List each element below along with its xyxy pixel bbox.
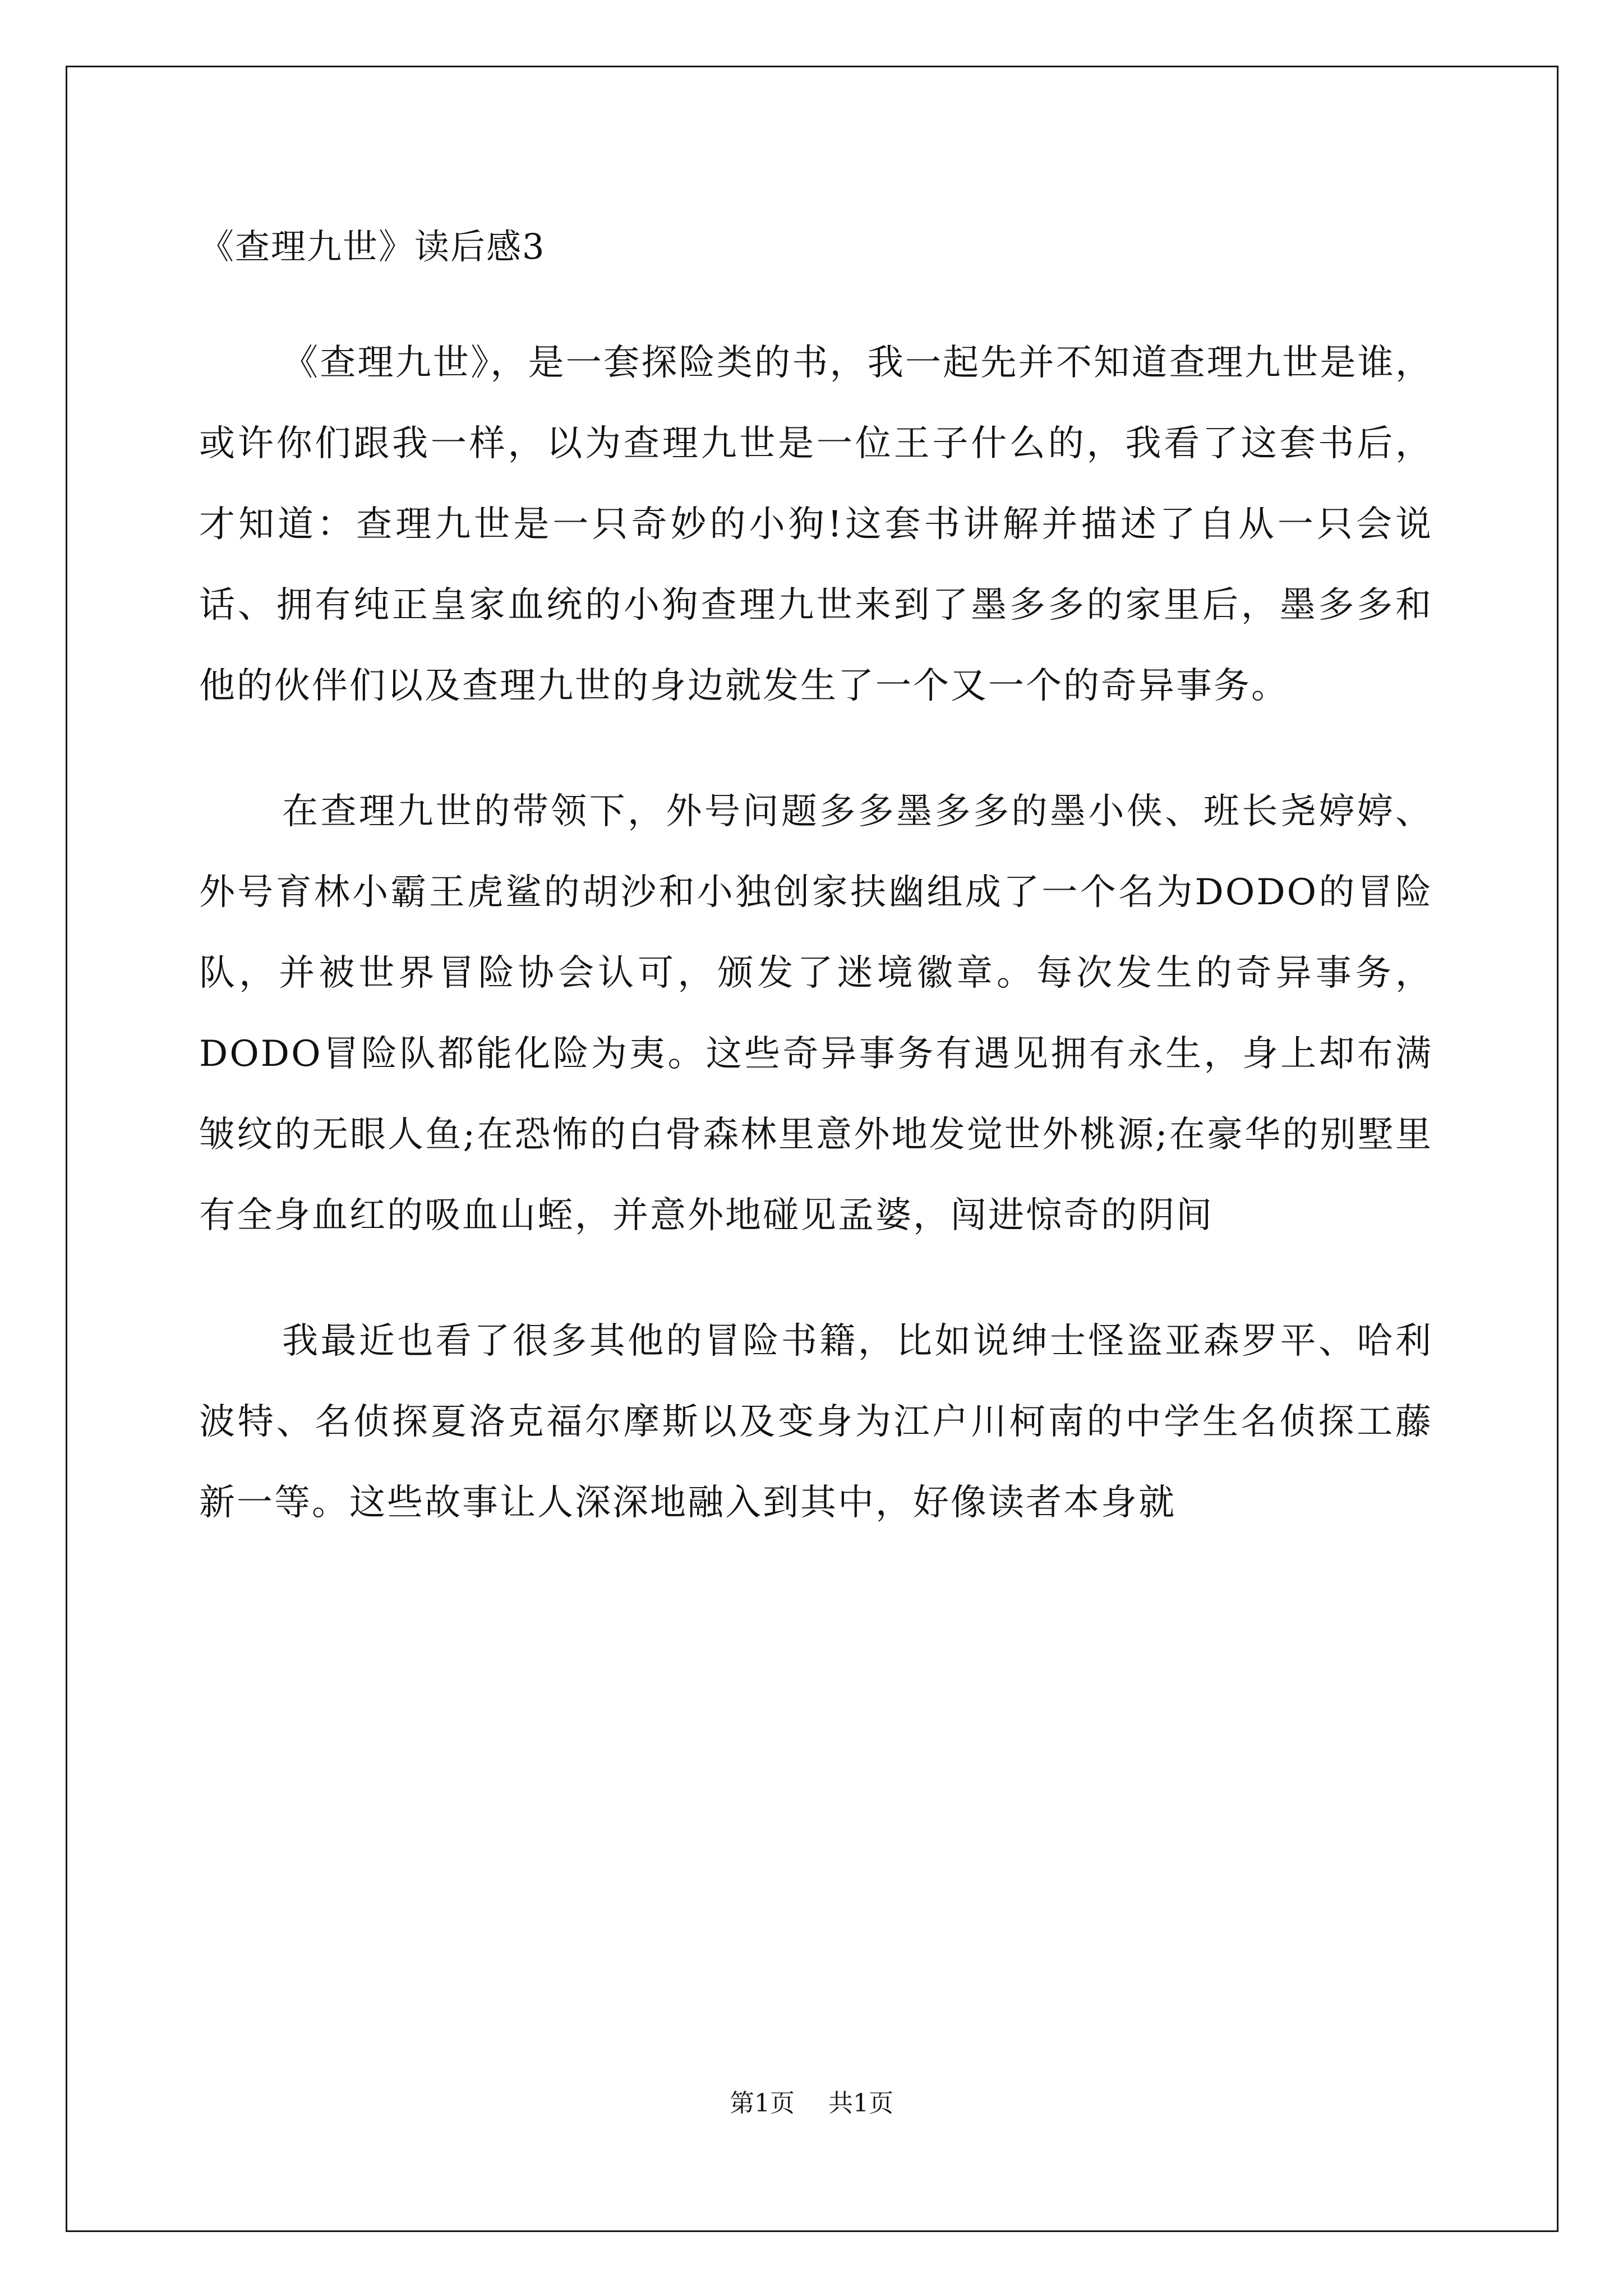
paragraph-2: 在查理九世的带领下，外号问题多多墨多多的墨小侠、班长尧婷婷、外号育林小霸王虎鲨的胡沙和小独创家扶幽组成了一个名为DODO的冒险队，并被世界冒险协会认可，颁发了迷境徽章。每次发生的奇异事务，DODO冒险队都能化险为夷。这些奇异事务有遇见拥有永生，身上却布满皱纹的无眼人鱼;在恐怖的白骨森林里意外地发觉世外桃源;在豪华的别墅里有全身血红的吸血山蛭，并意外地碰见孟婆，闯进惊奇的阴间 [199,791,1433,1236]
document-title: 《查理九世》读后感3 [199,226,546,267]
document-body [199,323,1433,1588]
page-number: 第1页 [730,2089,795,2118]
paragraph-3: 我最近也看了很多其他的冒险书籍，比如说绅士怪盗亚森罗平、哈利波特、名侦探夏洛克福尔摩斯以及变身为江户川柯南的中学生名侦探工藤新一等。这些故事让人深深地融入到其中，好像读者本身就 [199,1320,1433,1524]
page-footer [0,2087,1623,2120]
paragraph-1: 《查理九世》，是一套探险类的书，我一起先并不知道查理九世是谁，或许你们跟我一样，以为查理九世是一位王子什么的，我看了这套书后，才知道：查理九世是一只奇妙的小狗!这套书讲解并描述了自从一只会说话、拥有纯正皇家血统的小狗查理九世来到了墨多多的家里后，墨多多和他的伙伴们以及查理九世的身边就发生了一个又一个的奇异事务。 [199,342,1433,707]
page-total: 共1页 [828,2089,893,2118]
